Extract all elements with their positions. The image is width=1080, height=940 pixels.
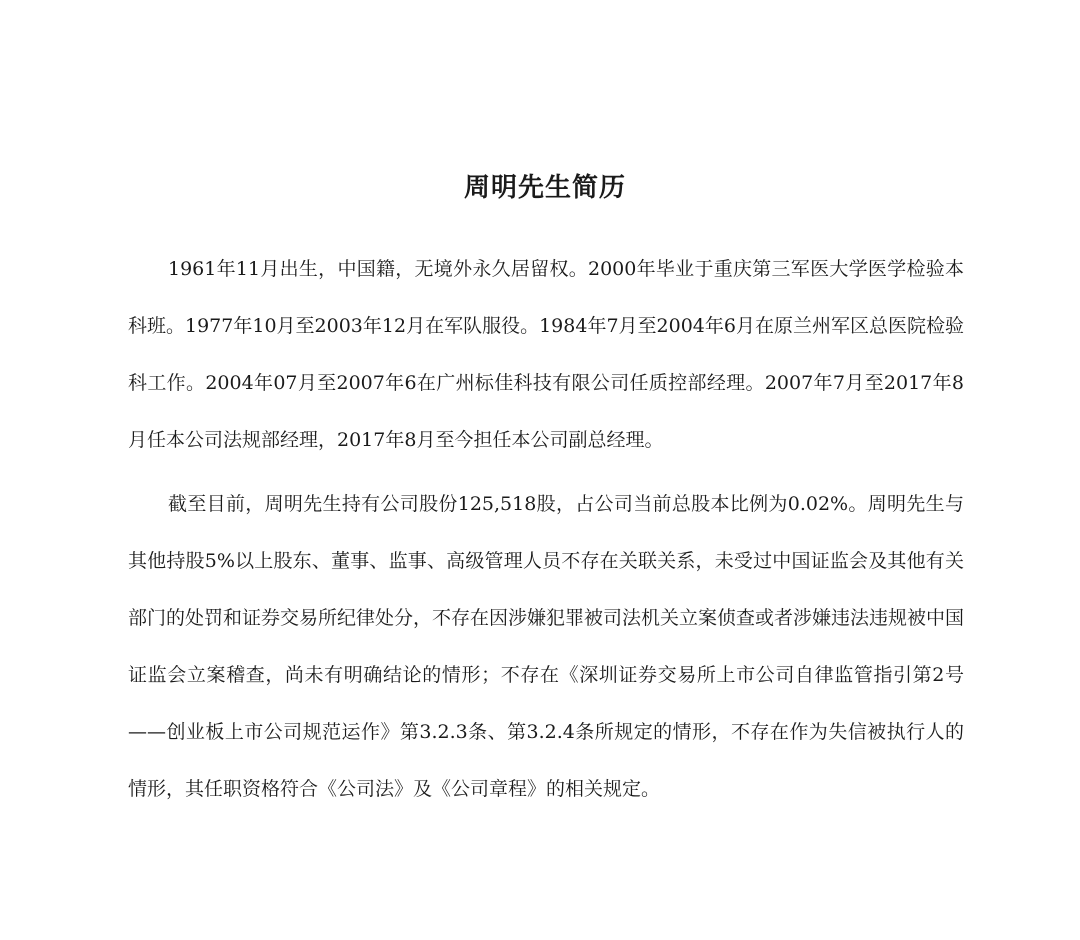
page-title: 周明先生简历 [463, 173, 626, 203]
paragraph-shareholding: 截至目前，周明先生持有公司股份125,518股，占公司当前总股本比例为0.02%。周明先生与其他持股5%以上股东、董事、监事、高级管理人员不存在关联关系，未受过中国证监会及其他有关部门的处罚和证券交易所纪律处分，不存在因涉嫌犯罪被司法机关立案侦查或者涉嫌违法违规被中国证监会立案稽查，尚未有明确结论的情形；不存在《深圳证券交易所上市公司自律监管指引第2号——创业板上市公司规范运作》第3.2.3条、第3.2.4条所规定的情形，不存在作为失信被执行人的情形，其任职资格符合《公司法》及《公司章程》的相关规定。 [128, 493, 965, 800]
paragraph-career: 1961年11月出生，中国籍，无境外永久居留权。2000年毕业于重庆第三军医大学医学检验本科班。1977年10月至2003年12月在军队服役。1984年7月至2004年6月在原兰州军区总医院检验科工作。2004年07月至2007年6在广州标佳科技有限公司任质控部经理。2007年7月至2017年8月任本公司法规部经理，2017年8月至今担任本公司副总经理。 [128, 258, 964, 451]
